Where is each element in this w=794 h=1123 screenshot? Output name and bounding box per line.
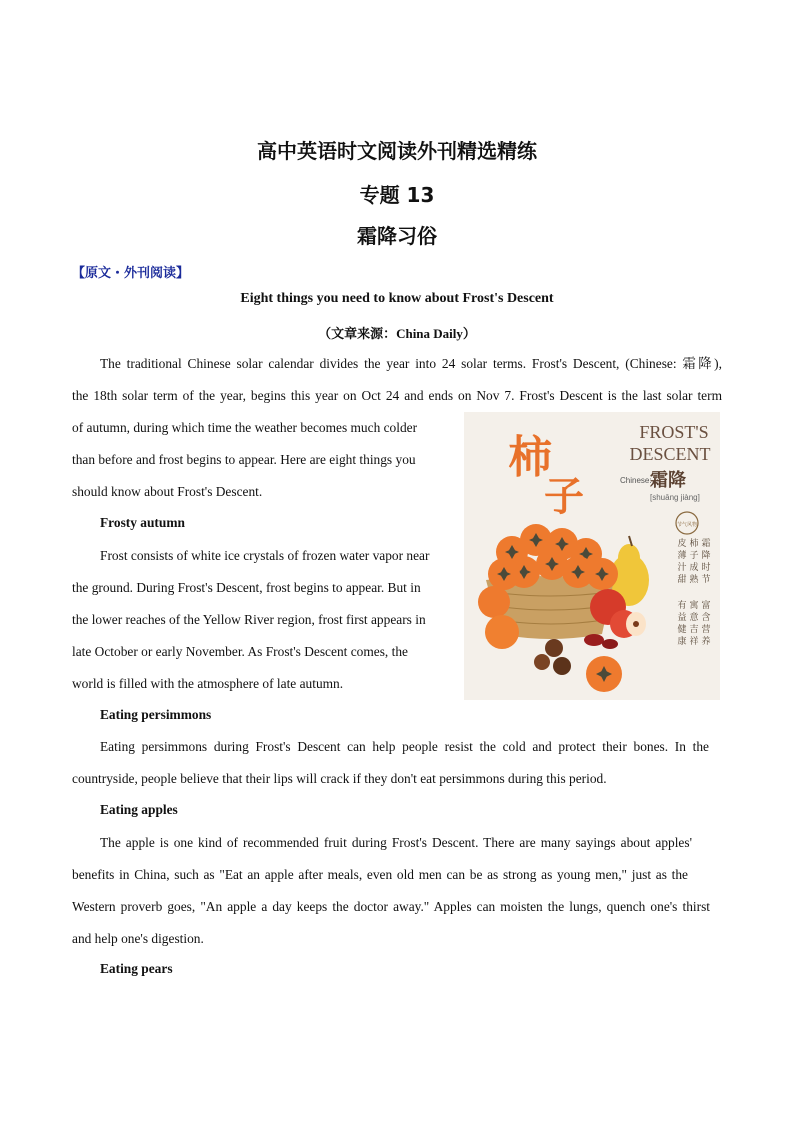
verse-char: 霜 (701, 539, 711, 549)
section-heading: Frosty autumn (100, 515, 185, 530)
verse-char: 降 (701, 551, 711, 561)
paragraph-line: The traditional Chinese solar calendar divides the year into 24 solar terms. Frost's Descent, (Chinese: 霜降), (100, 356, 722, 371)
article-source: （文章来源：China Daily） (318, 326, 476, 341)
verse-char: 营 (701, 625, 711, 635)
illustration-title-line1: FROST'S (639, 422, 709, 442)
illustration-big-chars-1: 柿 (508, 432, 552, 483)
paragraph-line: The apple is one kind of recommended fruit during Frost's Descent. There are many sayings about apples' (100, 835, 692, 850)
section-heading: Eating pears (100, 961, 173, 976)
paragraph-line: late October or early November. As Frost's Descent comes, the (72, 644, 408, 659)
verse-char: 含 (701, 613, 711, 623)
paragraph-line: the 18th solar term of the year, begins this year on Oct 24 and ends on Nov 7. Frost's Descent is the last solar term (72, 388, 722, 403)
section-label: 【原文・外刊阅读】 (72, 266, 190, 281)
illustration-big-chars-2: 子 (544, 474, 584, 520)
verse-char: 皮 (677, 539, 687, 549)
verse-char: 节 (701, 575, 711, 585)
paragraph-line: the ground. During Frost's Descent, frost begins to appear. But in (72, 580, 421, 595)
paragraph-line: Eating persimmons during Frost's Descent can help people resist the cold and protect their bones. In the (100, 739, 709, 754)
paragraph-line: than before and frost begins to appear. Here are eight things you (72, 452, 416, 467)
verse-char: 康 (677, 637, 687, 647)
verse-char: 子 (689, 551, 699, 561)
paragraph-line: the lower reaches of the Yellow River region, frost first appears in (72, 612, 426, 627)
article-title: Eight things you need to know about Frost's Descent (240, 291, 554, 306)
verse-char: 成 (689, 563, 699, 573)
verse-char: 吉 (689, 625, 699, 635)
verse-char: 汁 (677, 563, 687, 573)
verse-char: 养 (701, 637, 711, 647)
topic-number: 专题 13 (359, 183, 435, 207)
illustration-chinese-name: 霜降 (650, 470, 686, 491)
verse-char: 健 (677, 625, 687, 635)
chestnut-icon (545, 639, 563, 657)
paragraph-line: of autumn, during which time the weather becomes much colder (72, 420, 418, 435)
verse-char: 意 (689, 613, 699, 623)
illustration-pinyin: [shuāng jiàng] (650, 493, 700, 502)
paragraph-line: benefits in China, such as "Eat an apple after meals, even old men can be as strong as young men," just as the (72, 867, 688, 882)
verse-char: 寓 (689, 601, 699, 611)
verse-char: 柿 (689, 539, 699, 549)
paragraph-line: Frost consists of white ice crystals of frozen water vapor near (100, 548, 430, 563)
section-heading: Eating apples (100, 802, 178, 817)
paragraph-line: countryside, people believe that their lips will crack if they don't eat persimmons during this period. (72, 771, 607, 786)
document-title: 高中英语时文阅读外刊精选精练 (257, 139, 537, 163)
paragraph-line: should know about Frost's Descent. (72, 484, 263, 499)
verse-char: 时 (701, 563, 711, 573)
verse-char: 益 (677, 613, 687, 623)
verse-char: 祥 (689, 637, 699, 647)
paragraph-line: and help one's digestion. (72, 931, 204, 946)
frosts-descent-illustration (464, 412, 720, 700)
section-heading: Eating persimmons (100, 707, 212, 722)
verse-char: 有 (677, 601, 687, 611)
paragraph-line: Western proverb goes, "An apple a day keeps the doctor away." Apples can moisten the lungs, quench one's thirst (72, 899, 710, 914)
date-icon (584, 634, 604, 646)
stamp-text: 节气风物 (676, 522, 698, 528)
verse-columns (677, 537, 710, 647)
verse-char: 熟 (689, 575, 699, 585)
verse-char: 甜 (677, 575, 687, 585)
illustration-chinese-label: Chinese: (620, 476, 652, 485)
topic-title: 霜降习俗 (357, 224, 437, 248)
paragraph-line: world is filled with the atmosphere of late autumn. (72, 676, 344, 691)
verse-char: 薄 (677, 551, 687, 561)
verse-char: 富 (701, 601, 711, 611)
illustration-title-line2: DESCENT (629, 444, 711, 464)
